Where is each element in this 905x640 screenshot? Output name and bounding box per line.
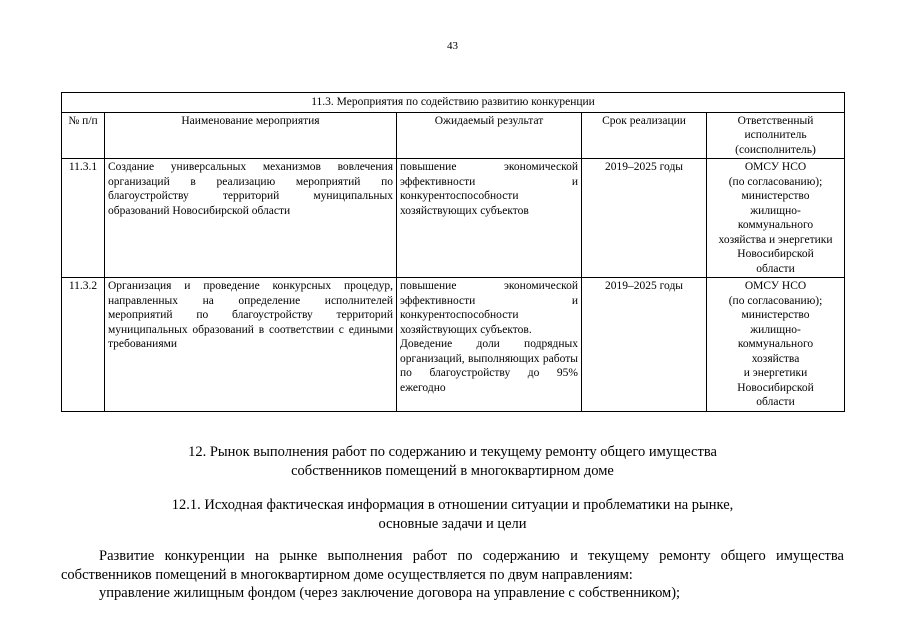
body-text [61,547,844,603]
responsible-line: ОМСУ НСО [744,161,807,173]
row-result-extra: Доведение доли подрядных организаций, выполняющих работы по благоустройству до 95% ежегодно [400,338,578,394]
section-12-heading-line: 12. Рынок выполнения работ по содержанию и текущему ремонту общего имущества [188,444,717,460]
responsible-line: области [756,262,795,275]
row-result-text: повышение экономической эффективности и конкурентоспособности хозяйствующих субъектов. [400,280,578,336]
table-caption: 11.3. Мероприятия по содействию развитию конкуренции [62,93,845,113]
responsible-line: коммунального [737,338,814,350]
responsible-line: (по согласованию); [728,175,823,188]
responsible-line: Новосибирской [737,248,814,260]
table-caption-row [62,93,845,113]
responsible-line: министерство [741,309,810,321]
table-row [62,159,845,278]
row-name: Организация и проведение конкурсных процедур, направленных на определение исполнителей мероприятий по благоустройству территорий муниципальных образований в соответствии с едиными требованиями [105,278,397,412]
section-12-1-heading [0,496,905,534]
responsible-line: министерство [741,190,810,202]
section-12-heading-line: собственников помещений в многоквартирном доме [291,463,614,479]
header-term: Срок реализации [582,112,707,159]
responsible-line: (по согласованию); [728,294,823,307]
row-result [397,278,582,412]
section-12-1-heading-line: 12.1. Исходная фактическая информация в отношении ситуации и проблематики на рынке, [171,497,734,513]
responsible-line: жилищно- [750,323,801,336]
row-responsible [707,278,845,412]
responsible-line: хозяйства и энергетики [718,233,833,246]
section-12-1-heading-line: основные задачи и цели [378,516,527,532]
row-name: Создание универсальных механизмов вовлечения организаций в реализацию мероприятий по благоустройству территорий муниципальных образований Новосибирской области [105,159,397,278]
responsible-line: ОМСУ НСО [744,280,807,292]
header-responsible: Ответственный исполнитель (соисполнитель) [707,112,845,159]
responsible-line: области [756,396,795,408]
body-paragraph: Развитие конкуренции на рынке выполнения работ по содержанию и текущему ремонту общего имущества собственников помещений в многоквартирном доме осуществляется по двум направлениям: [61,548,844,583]
responsible-line: и энергетики [743,367,808,379]
row-num: 11.3.2 [62,278,105,412]
header-name: Наименование мероприятия [105,112,397,159]
row-responsible [707,159,845,278]
row-term: 2019–2025 годы [582,278,707,412]
header-num: № п/п [62,112,105,159]
body-paragraph: управление жилищным фондом (через заключение договора на управление с собственником); [99,585,681,601]
responsible-line: хозяйства [751,352,800,365]
measures-table [61,92,845,412]
header-result: Ожидаемый результат [397,112,582,159]
responsible-line: коммунального [737,219,814,231]
row-result: повышение экономической эффективности и конкурентоспособности хозяйствующих субъектов [397,159,582,278]
page-number: 43 [447,40,458,52]
section-12-heading [0,443,905,481]
responsible-line: жилищно- [750,204,801,217]
row-num: 11.3.1 [62,159,105,278]
row-term: 2019–2025 годы [582,159,707,278]
table-header-row [62,112,845,159]
responsible-line: Новосибирской [737,381,814,394]
table-row [62,278,845,412]
